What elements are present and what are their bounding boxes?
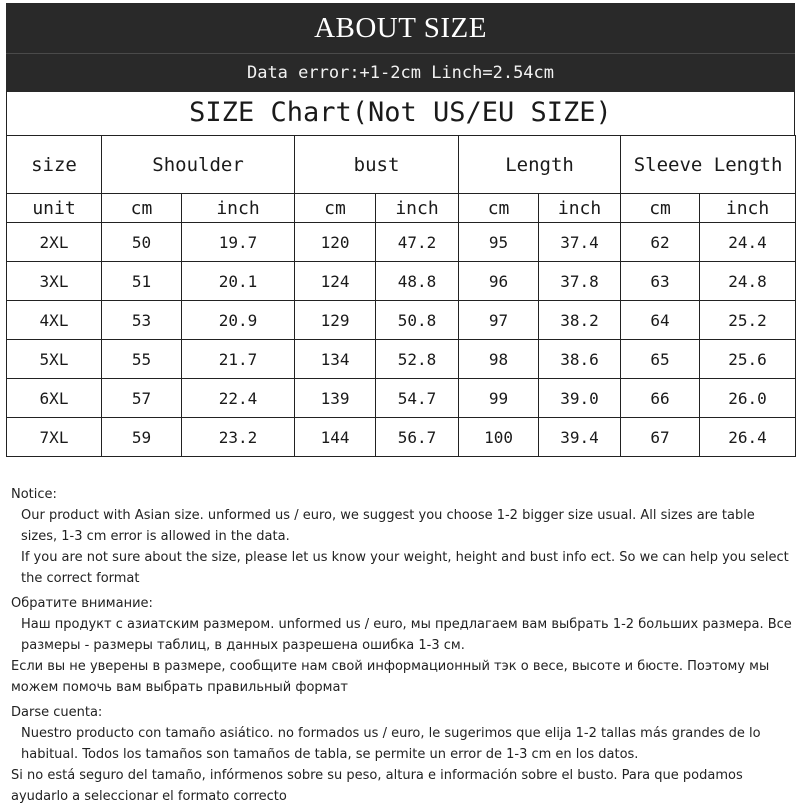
column-header-size: size (7, 136, 102, 194)
table-cell: 96 (459, 262, 539, 301)
table-cell: 48.8 (376, 262, 459, 301)
table-cell: 51 (102, 262, 182, 301)
table-row (7, 223, 796, 262)
table-cell: 24.4 (700, 223, 796, 262)
table-cell: 134 (295, 340, 376, 379)
table-row (7, 262, 796, 301)
size-chart-title: SIZE Chart(Not US/EU SIZE) (6, 91, 795, 135)
notice-paragraph: Si no está seguro del tamaño, infórmenos sobre su peso, altura e información sobre el busto. Para que podamos ayudarlo a seleccionar el formato correcto (11, 768, 743, 804)
column-header-bust: bust (295, 136, 459, 194)
table-cell: 20.1 (182, 262, 295, 301)
table-cell: 22.4 (182, 379, 295, 418)
size-cell: 5XL (7, 340, 102, 379)
notice-text (11, 484, 793, 807)
table-cell: 63 (621, 262, 700, 301)
unit-cell: inch (182, 194, 295, 223)
data-error-banner: Data error:+1-2cm Linch=2.54cm (6, 53, 795, 92)
size-cell: 7XL (7, 418, 102, 457)
header-row (7, 136, 796, 194)
table-cell: 47.2 (376, 223, 459, 262)
table-cell: 120 (295, 223, 376, 262)
table-cell: 25.2 (700, 301, 796, 340)
size-table (6, 135, 796, 457)
table-cell: 65 (621, 340, 700, 379)
table-cell: 124 (295, 262, 376, 301)
table-cell: 21.7 (182, 340, 295, 379)
size-cell: 2XL (7, 223, 102, 262)
table-cell: 64 (621, 301, 700, 340)
notice-paragraph: Nuestro producto con tamaño asiático. no formados us / euro, le sugerimos que elija 1-2 tallas más grandes de lo habitual. Todos los tamaños son tamaños de tabla, se permite un error de 1-3 cm en los datos. (21, 726, 761, 762)
table-row (7, 418, 796, 457)
table-cell: 26.0 (700, 379, 796, 418)
table-cell: 144 (295, 418, 376, 457)
size-cell: 4XL (7, 301, 102, 340)
notice-heading-es: Darse cuenta: (11, 705, 103, 720)
table-row (7, 379, 796, 418)
column-header-length: Length (459, 136, 621, 194)
table-cell: 56.7 (376, 418, 459, 457)
column-header-sleeve-length: Sleeve Length (621, 136, 796, 194)
unit-cell: cm (459, 194, 539, 223)
table-cell: 55 (102, 340, 182, 379)
table-cell: 95 (459, 223, 539, 262)
table-cell: 39.4 (539, 418, 621, 457)
notice-paragraph: Наш продукт с азиатским размером. unformed us / euro, мы предлагаем вам выбрать 1-2 больших размера. Все размеры - размеры таблиц, в данных разрешена ошибка 1-3 см. (21, 617, 792, 653)
column-header-shoulder: Shoulder (102, 136, 295, 194)
table-row (7, 340, 796, 379)
table-cell: 53 (102, 301, 182, 340)
notice-paragraph: Если вы не уверены в размере, сообщите нам свой информационный тэк о весе, высоте и бюсте. Поэтому мы можем помочь вам выбрать правильный формат (11, 659, 770, 695)
table-cell: 23.2 (182, 418, 295, 457)
unit-label: unit (7, 194, 102, 223)
size-cell: 3XL (7, 262, 102, 301)
table-cell: 20.9 (182, 301, 295, 340)
table-cell: 25.6 (700, 340, 796, 379)
notice-heading-en: Notice: (11, 487, 57, 502)
table-cell: 37.8 (539, 262, 621, 301)
unit-row (7, 194, 796, 223)
table-cell: 99 (459, 379, 539, 418)
table-cell: 39.0 (539, 379, 621, 418)
notice-paragraph: If you are not sure about the size, please let us know your weight, height and bust info ect. So we can help you select the correct format (21, 550, 789, 586)
table-cell: 129 (295, 301, 376, 340)
unit-cell: cm (102, 194, 182, 223)
unit-cell: inch (700, 194, 796, 223)
about-size-banner: ABOUT SIZE (6, 3, 795, 53)
table-cell: 139 (295, 379, 376, 418)
table-cell: 66 (621, 379, 700, 418)
unit-cell: cm (621, 194, 700, 223)
table-cell: 57 (102, 379, 182, 418)
unit-cell: inch (376, 194, 459, 223)
table-cell: 54.7 (376, 379, 459, 418)
table-cell: 50 (102, 223, 182, 262)
table-row (7, 301, 796, 340)
table-cell: 59 (102, 418, 182, 457)
table-cell: 38.6 (539, 340, 621, 379)
table-cell: 98 (459, 340, 539, 379)
notice-paragraph: Our product with Asian size. unformed us / euro, we suggest you choose 1-2 bigger size usual. All sizes are table sizes, 1-3 cm error is allowed in the data. (21, 508, 755, 544)
table-cell: 100 (459, 418, 539, 457)
table-cell: 26.4 (700, 418, 796, 457)
table-cell: 67 (621, 418, 700, 457)
table-cell: 62 (621, 223, 700, 262)
table-cell: 24.8 (700, 262, 796, 301)
table-cell: 52.8 (376, 340, 459, 379)
notice-heading-ru: Обратите внимание: (11, 596, 153, 611)
unit-cell: cm (295, 194, 376, 223)
table-cell: 97 (459, 301, 539, 340)
table-cell: 38.2 (539, 301, 621, 340)
table-cell: 50.8 (376, 301, 459, 340)
unit-cell: inch (539, 194, 621, 223)
table-cell: 19.7 (182, 223, 295, 262)
size-cell: 6XL (7, 379, 102, 418)
table-cell: 37.4 (539, 223, 621, 262)
